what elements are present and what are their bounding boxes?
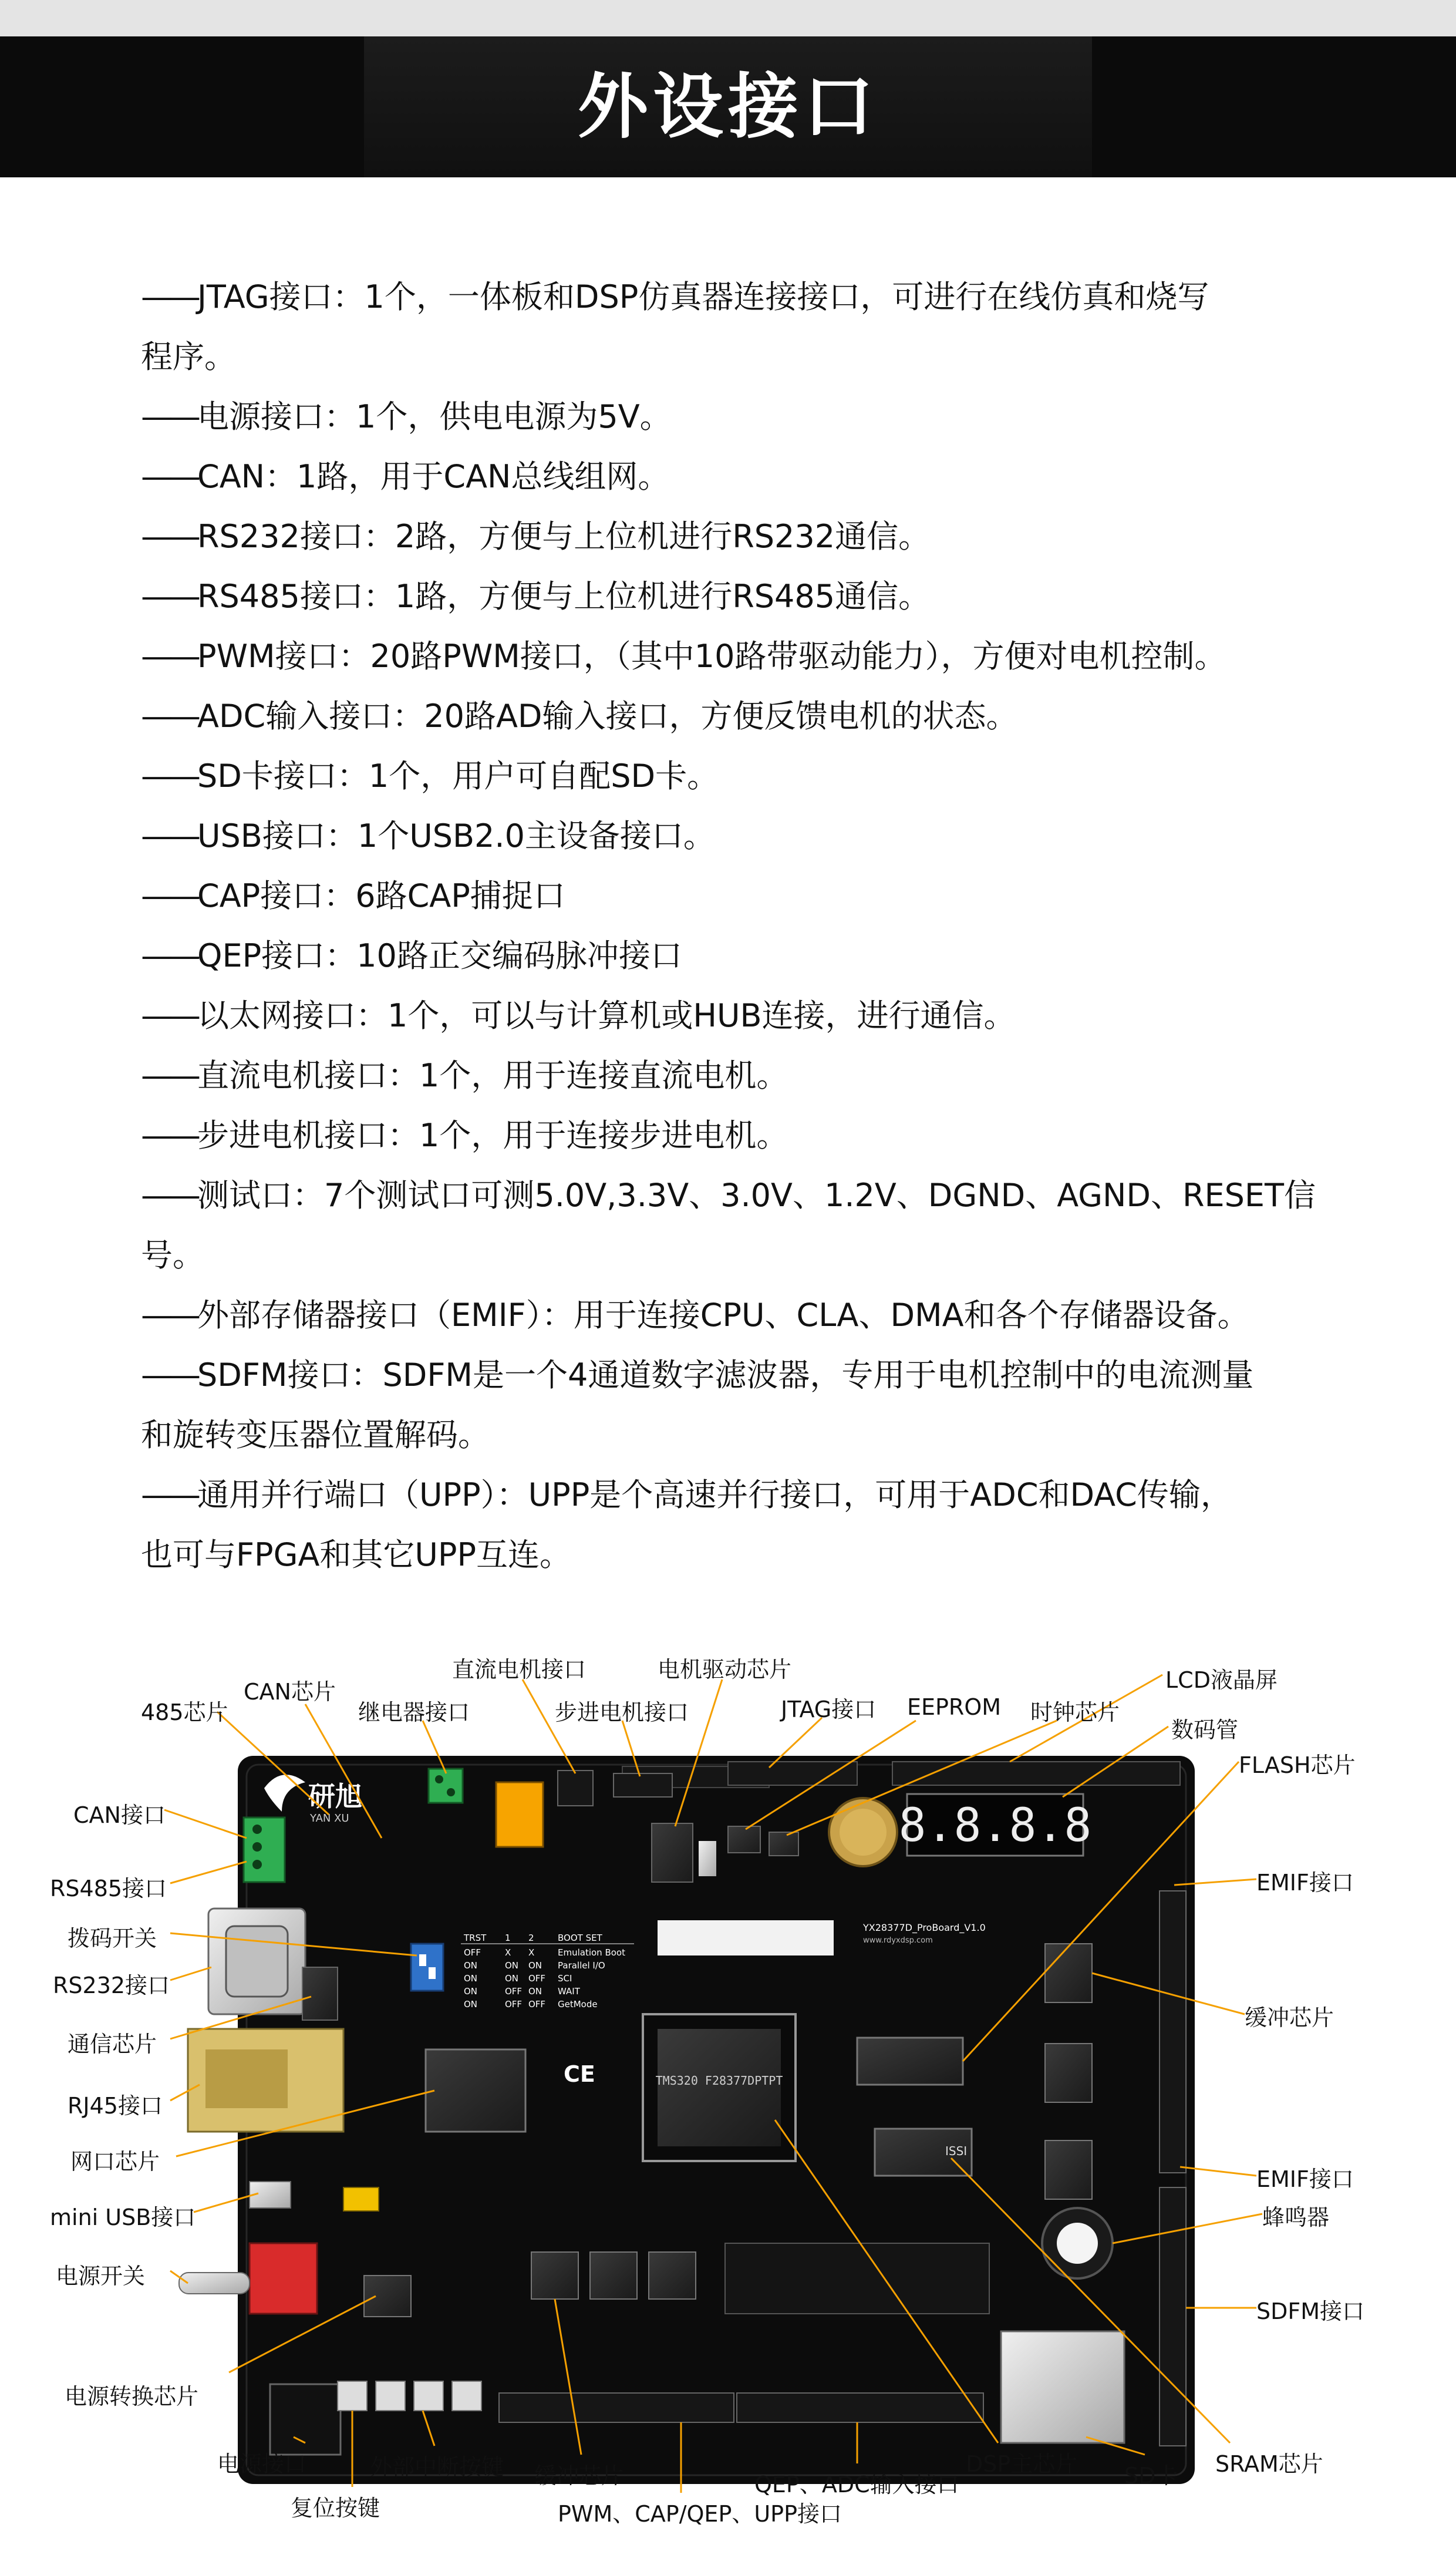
- interface-text: CAN：1路，用于CAN总线组网。: [197, 458, 670, 495]
- ce-mark: CE: [564, 2061, 595, 2087]
- buffer-chip-right-3: [1045, 2140, 1092, 2199]
- boot-table-cell: GetMode: [558, 1999, 598, 2010]
- buffer-chip-right-1: [1045, 1944, 1092, 2002]
- interface-text: JTAG接口：1个，一体板和DSP仿真器连接接口，可进行在线仿真和烧写: [197, 278, 1209, 315]
- line-dash: ——: [141, 877, 197, 914]
- boot-table-cell: ON: [528, 1960, 542, 1971]
- leader-rs485: [170, 1862, 247, 1883]
- interface-line: [141, 267, 1350, 327]
- eeprom-chip: [728, 1826, 760, 1853]
- interface-text: 号。: [141, 1237, 204, 1274]
- boot-table-cell: ON: [464, 1999, 478, 2010]
- callout-motor-driver: 电机驱动芯片: [658, 1657, 792, 1682]
- line-dash: ——: [141, 1057, 197, 1094]
- interface-text: QEP接口：10路正交编码脉冲接口: [197, 937, 682, 974]
- callout-chip485: 485芯片: [141, 1699, 228, 1725]
- callout-buffer-right: 缓冲芯片: [1245, 2005, 1334, 2031]
- svg-text:1: 1: [505, 1933, 511, 1943]
- callout-rj45: RJ45接口: [68, 2093, 163, 2119]
- interface-line: [141, 507, 1350, 567]
- dip-switch: [411, 1944, 443, 1991]
- callout-jtag: JTAG接口: [781, 1697, 877, 1722]
- line-dash: ——: [141, 1117, 197, 1154]
- boot-table-cell: WAIT: [558, 1986, 580, 1997]
- callout-pwm-cap: PWM、CAP/QEP、UPP接口: [558, 2501, 842, 2527]
- callout-buffer-bottom: 缓冲芯片: [534, 2463, 624, 2489]
- interface-line: [141, 1106, 1350, 1166]
- callout-can-chip: CAN芯片: [244, 1679, 336, 1705]
- interface-line: [141, 806, 1350, 866]
- line-dash: ——: [141, 458, 197, 495]
- boot-table-cell: ON: [505, 1973, 519, 1984]
- interface-text: SD卡接口：1个，用户可自配SD卡。: [197, 758, 719, 795]
- emif-header-1: [1160, 1891, 1186, 2173]
- callout-lcd: LCD液晶屏: [1165, 1667, 1278, 1693]
- svg-text:2: 2: [528, 1933, 534, 1943]
- flash-chip-silk: [857, 2038, 963, 2085]
- power-switch-lever: [179, 2273, 250, 2294]
- callout-seg: 数码管: [1171, 1717, 1239, 1743]
- pwm-header: [499, 2393, 734, 2422]
- callout-buzzer: 蜂鸣器: [1262, 2204, 1330, 2230]
- callout-relay: 继电器接口: [358, 1699, 470, 1725]
- boot-table-cell: X: [505, 1947, 511, 1958]
- interface-text: RS485接口：1路，方便与上位机进行RS485通信。: [197, 578, 931, 615]
- boot-table-cell: OFF: [528, 1973, 546, 1984]
- line-dash: ——: [141, 1297, 197, 1334]
- interface-line: [141, 447, 1350, 507]
- boot-table-cell: Emulation Boot: [558, 1947, 625, 1958]
- interface-line: [141, 1285, 1350, 1345]
- callout-can-port: CAN接口: [73, 1802, 166, 1828]
- line-dash: ——: [141, 398, 197, 435]
- line-dash: ——: [141, 937, 197, 974]
- boot-table-cell: ON: [464, 1986, 478, 1997]
- callout-eeprom: EEPROM: [907, 1694, 1002, 1720]
- callout-power-port: 电源接口: [217, 2451, 307, 2477]
- interface-text: RS232接口：2路，方便与上位机进行RS232通信。: [197, 518, 931, 555]
- power-jack: [270, 2384, 341, 2455]
- svg-text:TRST: TRST: [464, 1933, 487, 1943]
- header-banner: [0, 36, 1456, 177]
- interface-line: [141, 986, 1350, 1046]
- boot-table-cell: OFF: [464, 1947, 481, 1958]
- callout-net-chip: 网口芯片: [70, 2149, 160, 2175]
- dsp-chip-text: TMS320 F28377DPTPT: [655, 2074, 783, 2088]
- interface-text: 直流电机接口：1个，用于连接直流电机。: [197, 1057, 788, 1094]
- interface-text: PWM接口：20路PWM接口，（其中10路带驱动能力），方便对电机控制。: [197, 638, 1226, 675]
- top-strip: [0, 0, 1456, 36]
- line-dash: ——: [141, 758, 197, 795]
- header-pins-top: [728, 1762, 1180, 1785]
- interface-text: ADC输入接口：20路AD输入接口，方便反馈电机的状态。: [197, 698, 1018, 735]
- interface-text: 电源接口：1个，供电电源为5V。: [197, 398, 672, 435]
- interface-line: [141, 627, 1350, 686]
- logo-text: 研旭: [308, 1780, 362, 1812]
- callout-mini-usb: mini USB接口: [50, 2204, 196, 2230]
- interface-line: [141, 1166, 1350, 1226]
- callout-dc-motor: 直流电机接口: [452, 1657, 587, 1682]
- emif-header-2: [1160, 2187, 1186, 2446]
- interface-text: 以太网接口：1个，可以与计算机或HUB连接，进行通信。: [197, 997, 1016, 1034]
- interface-line: [141, 866, 1350, 926]
- callout-qep-adc: QEP、ADC输入接口: [754, 2472, 959, 2498]
- interface-text: 程序。: [141, 338, 236, 375]
- clock-chip: [769, 1832, 798, 1856]
- line-dash: ——: [141, 1357, 197, 1394]
- interface-line: [141, 746, 1350, 806]
- buffer-chip-bottom-3: [649, 2252, 696, 2299]
- relay-terminal: [429, 1769, 463, 1803]
- interface-text: 外部存储器接口（EMIF）：用于连接CPU、CLA、DMA和各个存储器设备。: [197, 1297, 1249, 1334]
- leader-can-port: [164, 1810, 247, 1838]
- label-sticker: [658, 1920, 834, 1955]
- relay: [496, 1782, 543, 1847]
- boot-table-cell: OFF: [505, 1986, 523, 1997]
- callout-sram: SRAM芯片: [1215, 2451, 1323, 2477]
- line-dash: ——: [141, 518, 197, 555]
- logo-subtext: YAN XU: [310, 1812, 349, 1825]
- callout-flash: FLASH芯片: [1239, 1752, 1356, 1778]
- boot-table-cell: OFF: [528, 1999, 546, 2010]
- interface-text: 测试口：7个测试口可测5.0V,3.3V、3.0V、1.2V、DGND、AGND、RESET信: [197, 1177, 1316, 1214]
- interface-line: [141, 686, 1350, 746]
- line-dash: ——: [141, 997, 197, 1034]
- line-dash: ——: [141, 698, 197, 735]
- callout-sd: SD卡: [1124, 2463, 1178, 2489]
- issi-mark: ISSI: [945, 2144, 968, 2158]
- board-illustration: [0, 1638, 1456, 2558]
- interface-text: 步进电机接口：1个，用于连接步进电机。: [197, 1117, 788, 1154]
- jumper: [343, 2187, 379, 2211]
- interface-list: [141, 267, 1350, 1585]
- website-label: www.rdyxdsp.com: [863, 1936, 933, 1945]
- interface-text: SDFM接口：SDFM是一个4通道数字滤波器，专用于电机控制中的电流测量: [197, 1357, 1254, 1394]
- interface-text: 也可与FPGA和其它UPP互连。: [141, 1536, 572, 1573]
- boot-table-cell: SCI: [558, 1973, 572, 1984]
- callout-power-switch: 电源开关: [56, 2263, 146, 2289]
- callout-emif2: EMIF接口: [1256, 2166, 1354, 2192]
- callout-ext-int: 外部中断按键: [370, 2454, 504, 2480]
- callout-rs232: RS232接口: [53, 1973, 170, 1998]
- boot-table-cell: X: [528, 1947, 535, 1958]
- interface-line: [141, 1525, 1350, 1585]
- boot-table-cell: OFF: [505, 1999, 523, 2010]
- interface-line: [141, 1345, 1350, 1405]
- leader-rs232: [170, 1967, 211, 1980]
- segment-digits: 8.8.8.8: [898, 1799, 1092, 1852]
- page-title: 外设接口: [578, 65, 878, 148]
- comm-chip: [302, 1967, 338, 2020]
- sd-card-slot: [1001, 2331, 1124, 2443]
- interface-line: [141, 567, 1350, 627]
- line-dash: ——: [141, 578, 197, 615]
- callout-dip: 拨码开关: [68, 1926, 157, 1951]
- interface-text: CAP接口：6路CAP捕捉口: [197, 877, 565, 914]
- buffer-chip-right-2: [1045, 2044, 1092, 2102]
- interface-line: [141, 327, 1350, 387]
- ethernet-chip: [426, 2049, 525, 2132]
- interface-line: [141, 387, 1350, 447]
- line-dash: ——: [141, 278, 197, 315]
- callout-clock: 时钟芯片: [1030, 1699, 1120, 1725]
- interface-text: 通用并行端口（UPP）：UPP是个高速并行接口，可用于ADC和DAC传输，: [197, 1476, 1232, 1513]
- interface-line: [141, 1465, 1350, 1525]
- interface-line: [141, 1226, 1350, 1285]
- test-point-array: [725, 2243, 989, 2314]
- boot-table-cell: ON: [505, 1960, 519, 1971]
- boot-table-cell: ON: [464, 1960, 478, 1971]
- callout-emif1: EMIF接口: [1256, 1870, 1354, 1896]
- callout-rs485: RS485接口: [50, 1876, 167, 1901]
- can-terminal: [244, 1817, 285, 1882]
- callout-dsp-main: DSP主芯片: [966, 2451, 1078, 2477]
- adc-header: [737, 2393, 983, 2422]
- line-dash: ——: [141, 1476, 197, 1513]
- line-dash: ——: [141, 638, 197, 675]
- callout-sdfm: SDFM接口: [1256, 2298, 1365, 2324]
- interface-text: 和旋转变压器位置解码。: [141, 1416, 490, 1453]
- interface-text: USB接口：1个USB2.0主设备接口。: [197, 817, 715, 854]
- svg-text:BOOT SET: BOOT SET: [558, 1933, 602, 1943]
- callout-power-conv: 电源转换芯片: [65, 2384, 199, 2409]
- buffer-chip-bottom-1: [531, 2252, 578, 2299]
- boot-table-cell: ON: [528, 1986, 542, 1997]
- callout-reset: 复位按键: [291, 2495, 380, 2521]
- line-dash: ——: [141, 817, 197, 854]
- interface-line: [141, 1405, 1350, 1465]
- buffer-chip-bottom-2: [590, 2252, 637, 2299]
- motor-driver-chip: [652, 1823, 693, 1882]
- callout-comm-chip: 通信芯片: [68, 2031, 157, 2057]
- power-converter-chip: [364, 2276, 411, 2317]
- boot-table-cell: Parallel I/O: [558, 1960, 605, 1971]
- boot-table-cell: ON: [464, 1973, 478, 1984]
- interface-line: [141, 1046, 1350, 1106]
- model-label: YX28377D_ProBoard_V1.0: [863, 1922, 986, 1933]
- board-diagram: [0, 1638, 1456, 2558]
- line-dash: ——: [141, 1177, 197, 1214]
- interface-line: [141, 926, 1350, 986]
- power-switch-body: [250, 2243, 317, 2314]
- callout-stepper: 步进电机接口: [555, 1699, 689, 1725]
